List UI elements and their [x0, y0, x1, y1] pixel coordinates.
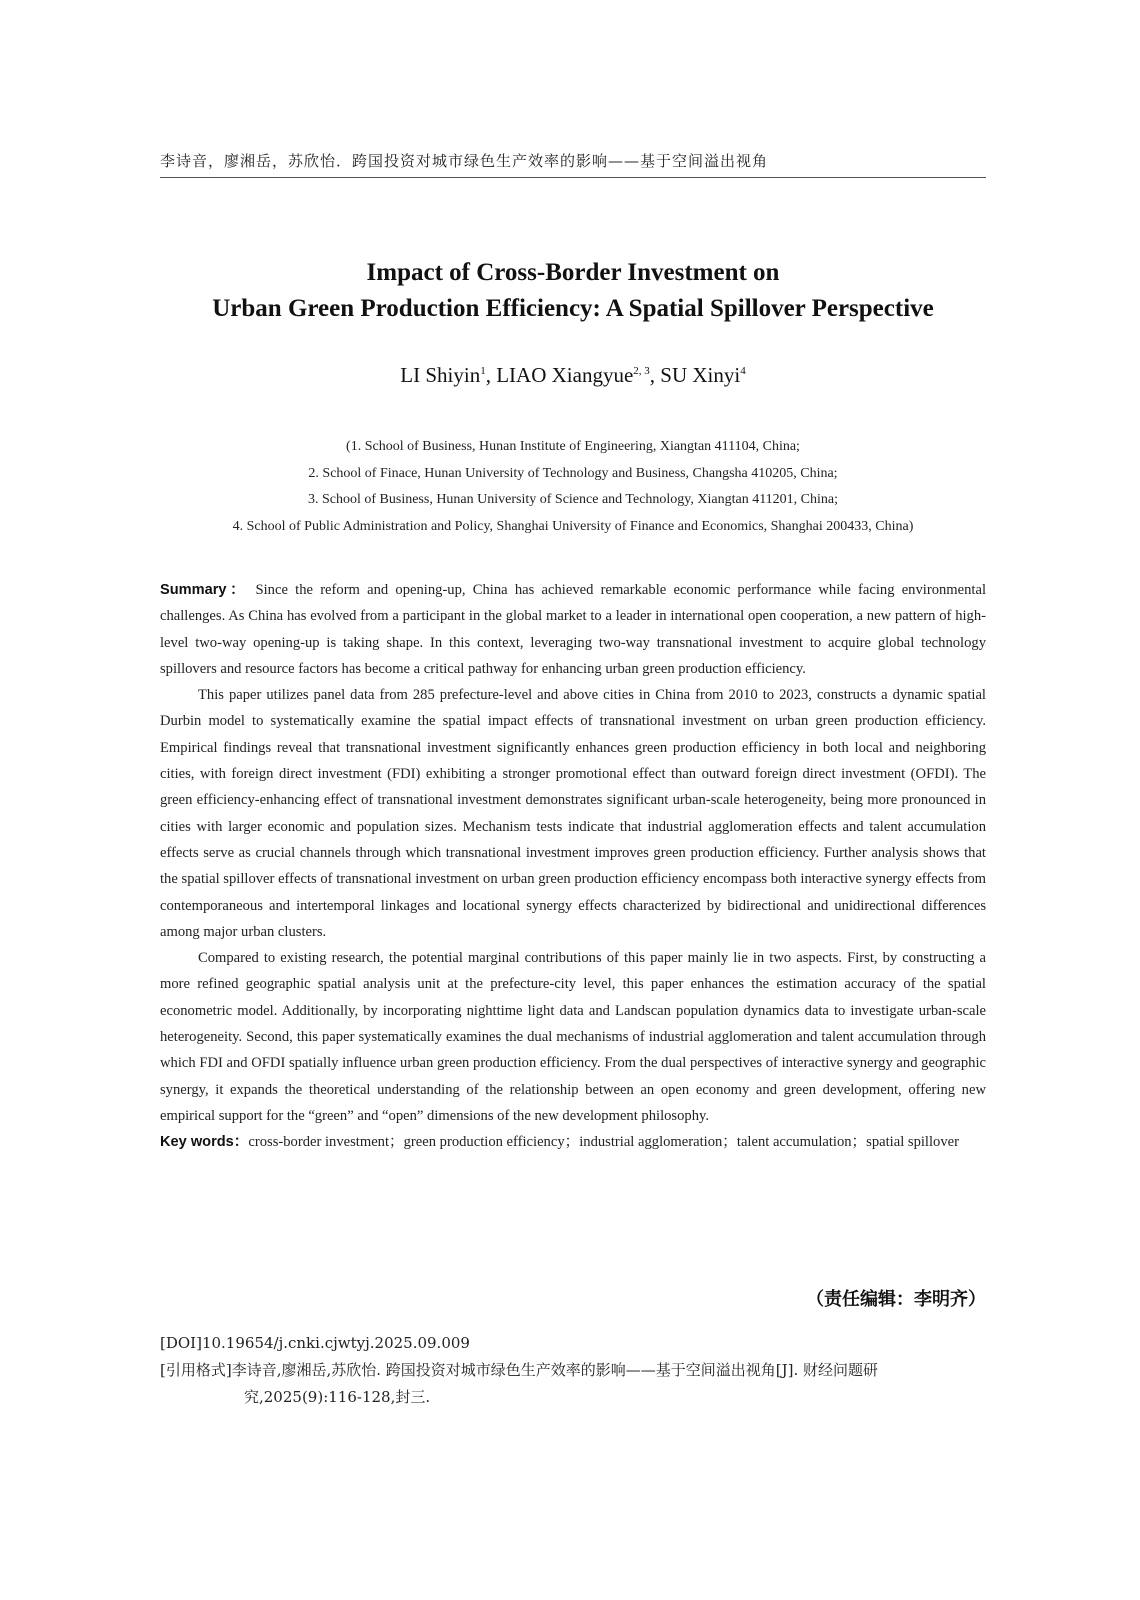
author-separator: ,: [649, 363, 661, 387]
author-affil-mark: 4: [740, 365, 746, 377]
affiliation-line: 2. School of Finace, Hunan University of Technology and Business, Changsha 410205, China;: [308, 465, 838, 481]
reference-info: [160, 1330, 986, 1411]
keywords-text: cross-border investment；green production efficiency；industrial agglomeration；talent accumulation；spatial spillover: [248, 1134, 959, 1151]
running-header: 李诗音，廖湘岳，苏欣怡．跨国投资对城市绿色生产效率的影响——基于空间溢出视角: [160, 150, 986, 178]
affiliation-line: 3. School of Business, Hunan University of Science and Technology, Xiangtan 411201, China;: [307, 492, 839, 507]
author-affil-mark: 2, 3: [633, 365, 650, 377]
author-name: SU Xinyi: [660, 363, 741, 387]
summary-paragraph-3: Compared to existing research, the potential marginal contributions of this paper mainly lie in two aspects. First, by constructing a more refined geographic spatial analysis unit at the prefecture-city level, this paper enhances the estimation accuracy of the spatial econometric model. Additionally, by incorporating nighttime light data and Landscan population dynamics data to investigate urban-scale heterogeneity. Second, this paper systematically examines the dual mechanisms of industrial agglomeration and talent accumulation through which FDI and OFDI spatially influence urban green production efficiency. From the dual perspectives of interactive synergy and geographic synergy, it expands the theoretical understanding of the relationship between an open economy and green development, offering new empirical support for the “green” and “open” dimensions of the new development philosophy.: [160, 950, 986, 1124]
author-list: [120, 363, 1026, 388]
title-line-1: Impact of Cross-Border Investment on: [366, 259, 780, 286]
doi-line: [DOI]10.19654/j.cnki.cjwtyj.2025.09.009: [160, 1334, 470, 1352]
responsible-editor: （责任编辑：李明齐）: [806, 1289, 986, 1310]
summary-text-1: Since the reform and opening-up, China has achieved remarkable economic performance while facing environmental challenges. As China has evolved from a participant in the global market to a leader in international open cooperation, a new pattern of high-level two-way opening-up is taking shape. In this context, leveraging two-way transnational investment to acquire global technology spillovers and resource factors has become a critical pathway for enhancing urban green production efficiency.: [160, 582, 987, 677]
affiliation-line: 4. School of Public Administration and Policy, Shanghai University of Finance and Economics, Shanghai 200433, China): [232, 518, 914, 534]
summary-label: Summary：: [160, 582, 249, 598]
author-affil-mark: 1: [480, 365, 486, 377]
author-separator: ,: [485, 363, 497, 387]
summary-paragraph-2: This paper utilizes panel data from 285 prefecture-level and above cities in China from 2010 to 2023, constructs a dynamic spatial Durbin model to systematically examine the spatial impact effects of transnational investment on urban green production efficiency. Empirical findings reveal that transnational investment significantly enhances green production efficiency in both local and neighboring cities, with foreign direct investment (FDI) exhibiting a stronger promotional effect than outward foreign direct investment (OFDI). The green efficiency-enhancing effect of transnational investment demonstrates significant urban-scale heterogeneity, being more pronounced in cities with larger economic and population sizes. Mechanism tests indicate that industrial agglomeration effects and talent accumulation effects serve as crucial channels through which transnational investment improves green production efficiency. Further analysis shows that the spatial spillover effects of transnational investment on urban green production efficiency encompass both interactive synergy effects from contemporaneous and intertemporal linkages and locational synergy effects characterized by bidirectional and unidirectional differences among major urban clusters.: [160, 687, 986, 940]
affiliation-line: (1. School of Business, Hunan Institute of Engineering, Xiangtan 411104, China;: [346, 439, 800, 454]
citation-line-1: [引用格式]李诗音,廖湘岳,苏欣怡. 跨国投资对城市绿色生产效率的影响——基于空间溢出视角[J]. 财经问题研: [160, 1361, 879, 1379]
keywords-label: Key words：: [160, 1134, 249, 1151]
author-name: LI Shiyin: [400, 363, 481, 387]
affiliations: [120, 434, 1026, 540]
author-name: LIAO Xiangyue: [496, 363, 634, 387]
keywords-paragraph: [160, 1129, 986, 1155]
title-line-2: Urban Green Production Efficiency: A Spatial Spillover Perspective: [212, 295, 934, 322]
paper-title: [120, 255, 1026, 327]
citation-line-2: 究,2025(9):116-128,封三.: [244, 1388, 431, 1406]
abstract: [160, 577, 986, 1156]
summary-paragraph-1: [160, 577, 986, 682]
